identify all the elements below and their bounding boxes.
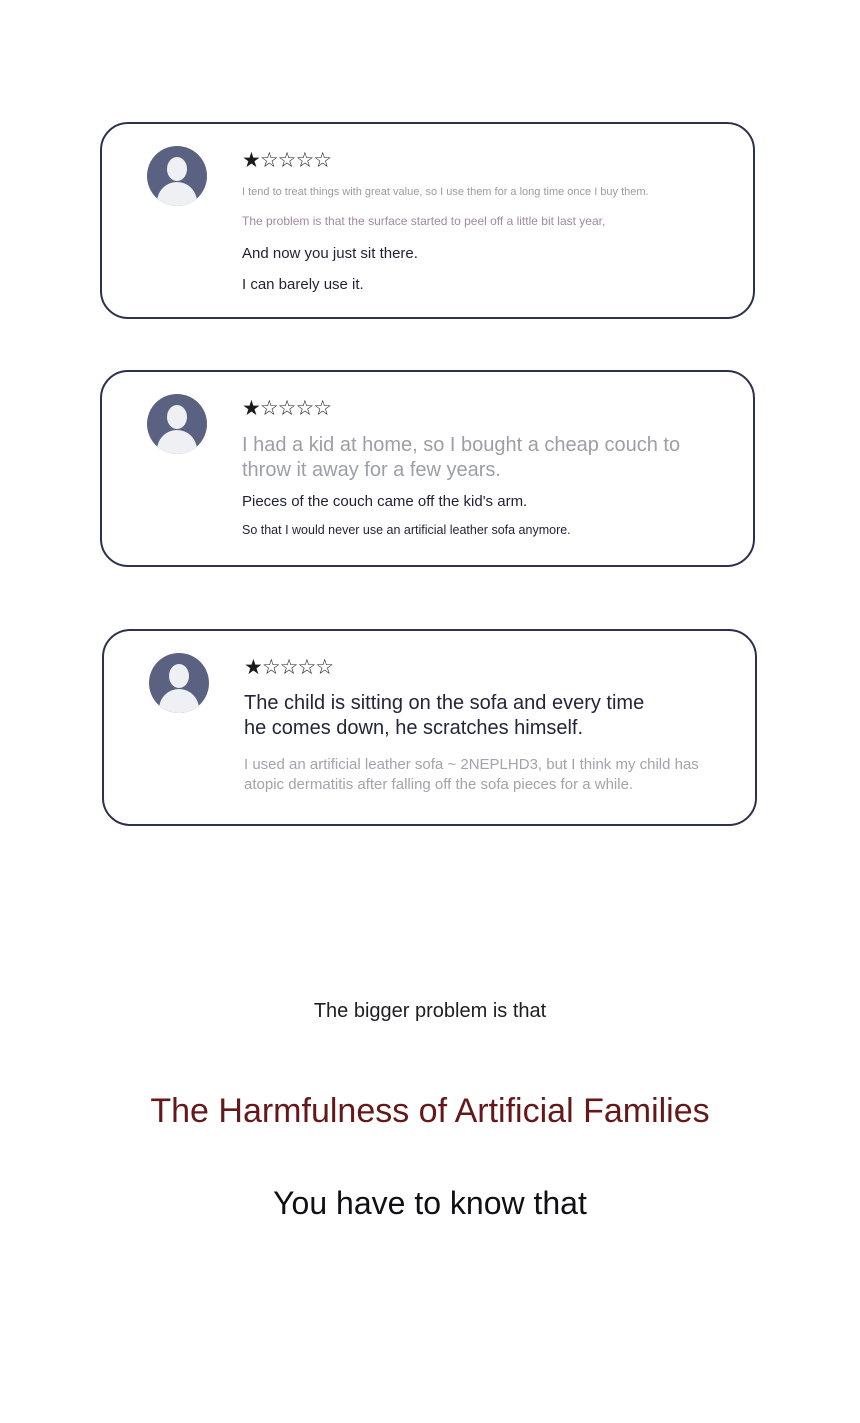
review-text: So that I would never use an artificial leather sofa anymore.: [242, 523, 571, 537]
user-avatar-icon: [149, 653, 209, 713]
review-text: The problem is that the surface started to peel off a little bit last year,: [242, 214, 606, 228]
star-rating: ★☆☆☆☆: [244, 655, 334, 679]
review-text: And now you just sit there.: [242, 245, 418, 262]
review-text: The child is sitting on the sofa and every time he comes down, he scratches himself.: [244, 692, 645, 739]
review-text: I can barely use it.: [242, 276, 364, 293]
bigger-problem-text: The bigger problem is that: [313, 1000, 547, 1022]
review-card: [100, 122, 755, 319]
review-text: I used an artificial leather sofa ~ 2NEPLHD3, but I think my child has atopic dermatitis after falling off the sofa pieces for a while.: [244, 756, 699, 793]
review-text: I tend to treat things with great value, so I use them for a long time once I buy them.: [242, 186, 649, 198]
review-card: [102, 629, 757, 826]
star-rating: ★☆☆☆☆: [242, 148, 332, 172]
star-rating: ★☆☆☆☆: [242, 396, 332, 420]
know-that-text: You have to know that: [273, 1185, 587, 1221]
review-text: I had a kid at home, so I bought a cheap couch to throw it away for a few years.: [242, 434, 681, 481]
user-avatar-icon: [147, 394, 207, 454]
headline: The Harmfulness of Artificial Families: [150, 1092, 710, 1130]
review-card: [100, 370, 755, 567]
user-avatar-icon: [147, 146, 207, 206]
review-text: Pieces of the couch came off the kid's arm.: [242, 493, 528, 510]
